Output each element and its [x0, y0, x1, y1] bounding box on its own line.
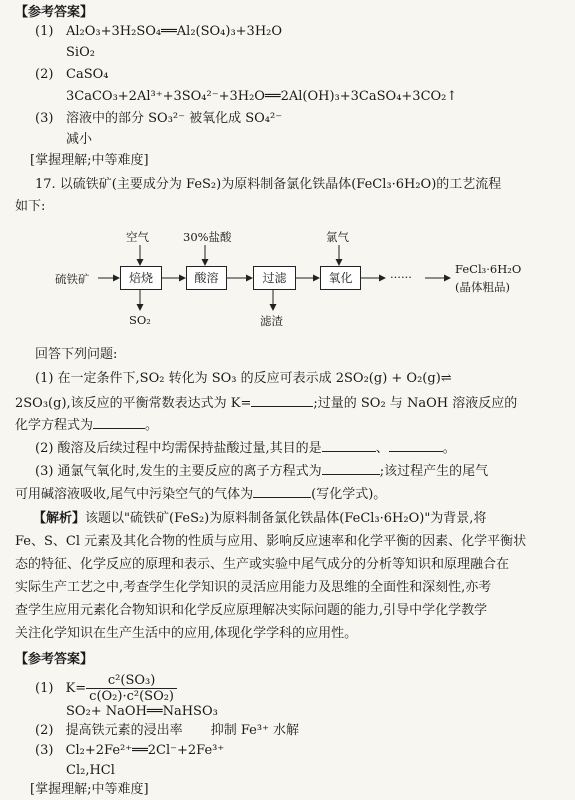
answer-2-3-equation: Cl₂+2Fe²⁺══2Cl⁻+2Fe³⁺ — [65, 743, 225, 758]
question-3-text-b: ;该过程产生的尾气 — [379, 464, 489, 479]
answer-2-2a: 提高铁元素的浸出率 — [65, 723, 183, 738]
answer-2-1-num: (1) — [35, 681, 54, 696]
answer-2-2b: 抑制 Fe³⁺ 水解 — [210, 723, 300, 738]
equilibrium-constant-fraction — [86, 673, 177, 704]
flow-output-residue: 滤渣 — [260, 314, 283, 328]
question-1-line3 — [15, 415, 158, 435]
flow-product-note: (晶体粗品) — [455, 280, 510, 294]
question-2-sep: 、 — [375, 441, 389, 456]
question-1-text-c: 化学方程式为 — [15, 418, 94, 433]
answer-2-1 — [35, 673, 177, 705]
answer-k-label: K= — [65, 681, 87, 696]
answer-blank-equation — [93, 415, 145, 429]
flow-step-roasting: 焙烧 — [120, 266, 162, 290]
answer-header-2: 【参考答案】 — [15, 652, 94, 667]
flow-input-air: 空气 — [126, 230, 149, 244]
question-17-stem-cont: 如下: — [15, 199, 46, 214]
answer-blank-2a — [322, 438, 376, 452]
analysis-line2: Fe、S、Cl 元素及其化合物的性质与应用、影响反应速率和化学平衡的因素、化学平衡状 — [15, 534, 527, 549]
answer-blank-2b — [389, 438, 443, 452]
analysis-text-1: 该题以"硫铁矿(FeS₂)为原料制备氯化铁晶体(FeCl₃·6H₂O)"为背景,将 — [85, 511, 487, 526]
fraction-denominator: c(O₂)·c²(SO₂) — [89, 689, 175, 704]
difficulty-tag-2: [掌握理解;中等难度] — [30, 782, 149, 797]
question-1-line1: (1) 在一定条件下,SO₂ 转化为 SO₃ 的反应可表示成 2SO₂(g) + O₂(g)⇌ — [35, 371, 452, 386]
question-2-text: (2) 酸溶及后续过程中均需保持盐酸过量,其目的是 — [35, 441, 322, 456]
question-1-text-b: ;过量的 SO₂ 与 NaOH 溶液反应的 — [313, 396, 518, 411]
flow-input-hcl: 30%盐酸 — [183, 230, 232, 244]
flow-step-filter: 过滤 — [253, 266, 296, 290]
analysis-line6: 关注化学知识在生产生活中的应用,体现化学学科的应用性。 — [15, 626, 358, 641]
question-3-text-c: 可用碱溶液吸收,尾气中污染空气的气体为 — [15, 487, 254, 502]
answer-1-equation: Al₂O₃+3H₂SO₄══Al₂(SO₄)₃+3H₂O — [66, 24, 283, 39]
answer-2-2-num: (2) — [35, 723, 54, 738]
question-3-line2 — [15, 484, 386, 504]
answer-2-2 — [35, 722, 299, 740]
difficulty-tag-1: [掌握理解;中等难度] — [30, 153, 149, 168]
question-17-stem: 17. 以硫铁矿(主要成分为 FeS₂)为原料制备氯化铁晶体(FeCl₃·6H₂O)的工艺流程 — [35, 177, 502, 192]
answer-header-1: 【参考答案】 — [15, 5, 94, 20]
question-2-line — [35, 438, 456, 458]
answer-3-line1: 溶液中的部分 SO₃²⁻ 被氧化成 SO₄²⁻ — [66, 111, 283, 126]
flow-step-oxidize: 氧化 — [320, 266, 361, 290]
analysis-tag: 【解析】 — [33, 511, 86, 526]
answer-2-1-equation: SO₂+ NaOH══NaHSO₃ — [66, 704, 218, 719]
question-3-text-a: (3) 通氯气氧化时,发生的主要反应的离子方程式为 — [35, 464, 322, 479]
analysis-line3: 态的特征、化学反应的原理和表示、生产或实验中尾气成分的分析等知识和原理融合在 — [15, 557, 510, 572]
analysis-line5: 查学生应用元素化合物知识和化学反应原理解决实际问题的能力,引导中学化学教学 — [15, 603, 488, 618]
flow-input-chlorine: 氯气 — [326, 230, 349, 244]
answer-1-num: (1) — [35, 24, 54, 39]
answer-2-3-gases: Cl₂,HCl — [66, 763, 115, 778]
flow-step-acid-dissolve: 酸溶 — [186, 266, 227, 290]
answer-blank-k — [251, 393, 313, 407]
fraction-numerator: c²(SO₃) — [86, 673, 177, 689]
answer-blank-3a — [322, 461, 380, 475]
question-3-text-d: (写化学式)。 — [311, 487, 387, 502]
flow-product: FeCl₃·6H₂O — [455, 262, 522, 276]
question-1-text-a: 2SO₃(g),该反应的平衡常数表达式为 K= — [15, 396, 252, 411]
answer-1-line2: SiO₂ — [66, 45, 95, 60]
flow-start-label: 硫铁矿 — [55, 272, 90, 286]
question-1-line2 — [15, 393, 517, 413]
flow-ellipsis: ······ — [390, 270, 412, 284]
questions-intro: 回答下列问题: — [35, 347, 118, 362]
answer-2-equation: 3CaCO₃+2Al³⁺+3SO₄²⁻+3H₂O══2Al(OH)₃+3CaSO₄+3CO₂↑ — [66, 89, 458, 104]
answer-2-line1: CaSO₄ — [66, 67, 109, 82]
answer-2-3-num: (3) — [35, 743, 54, 758]
question-2-end: 。 — [442, 441, 456, 456]
question-3-line1 — [35, 461, 488, 481]
answer-blank-3b — [253, 484, 311, 498]
analysis-line4: 实际生产工艺之中,考查学生化学知识的灵活应用能力及思维的全面性和深刻性,亦考 — [15, 580, 492, 595]
answer-2-num: (2) — [35, 67, 54, 82]
flow-output-so2: SO₂ — [129, 313, 151, 327]
question-1-end: 。 — [145, 418, 159, 433]
answer-2-3 — [35, 742, 224, 760]
answer-3-num: (3) — [35, 111, 54, 126]
analysis-line1 — [33, 510, 486, 528]
answer-3-line2: 减小 — [66, 132, 93, 147]
